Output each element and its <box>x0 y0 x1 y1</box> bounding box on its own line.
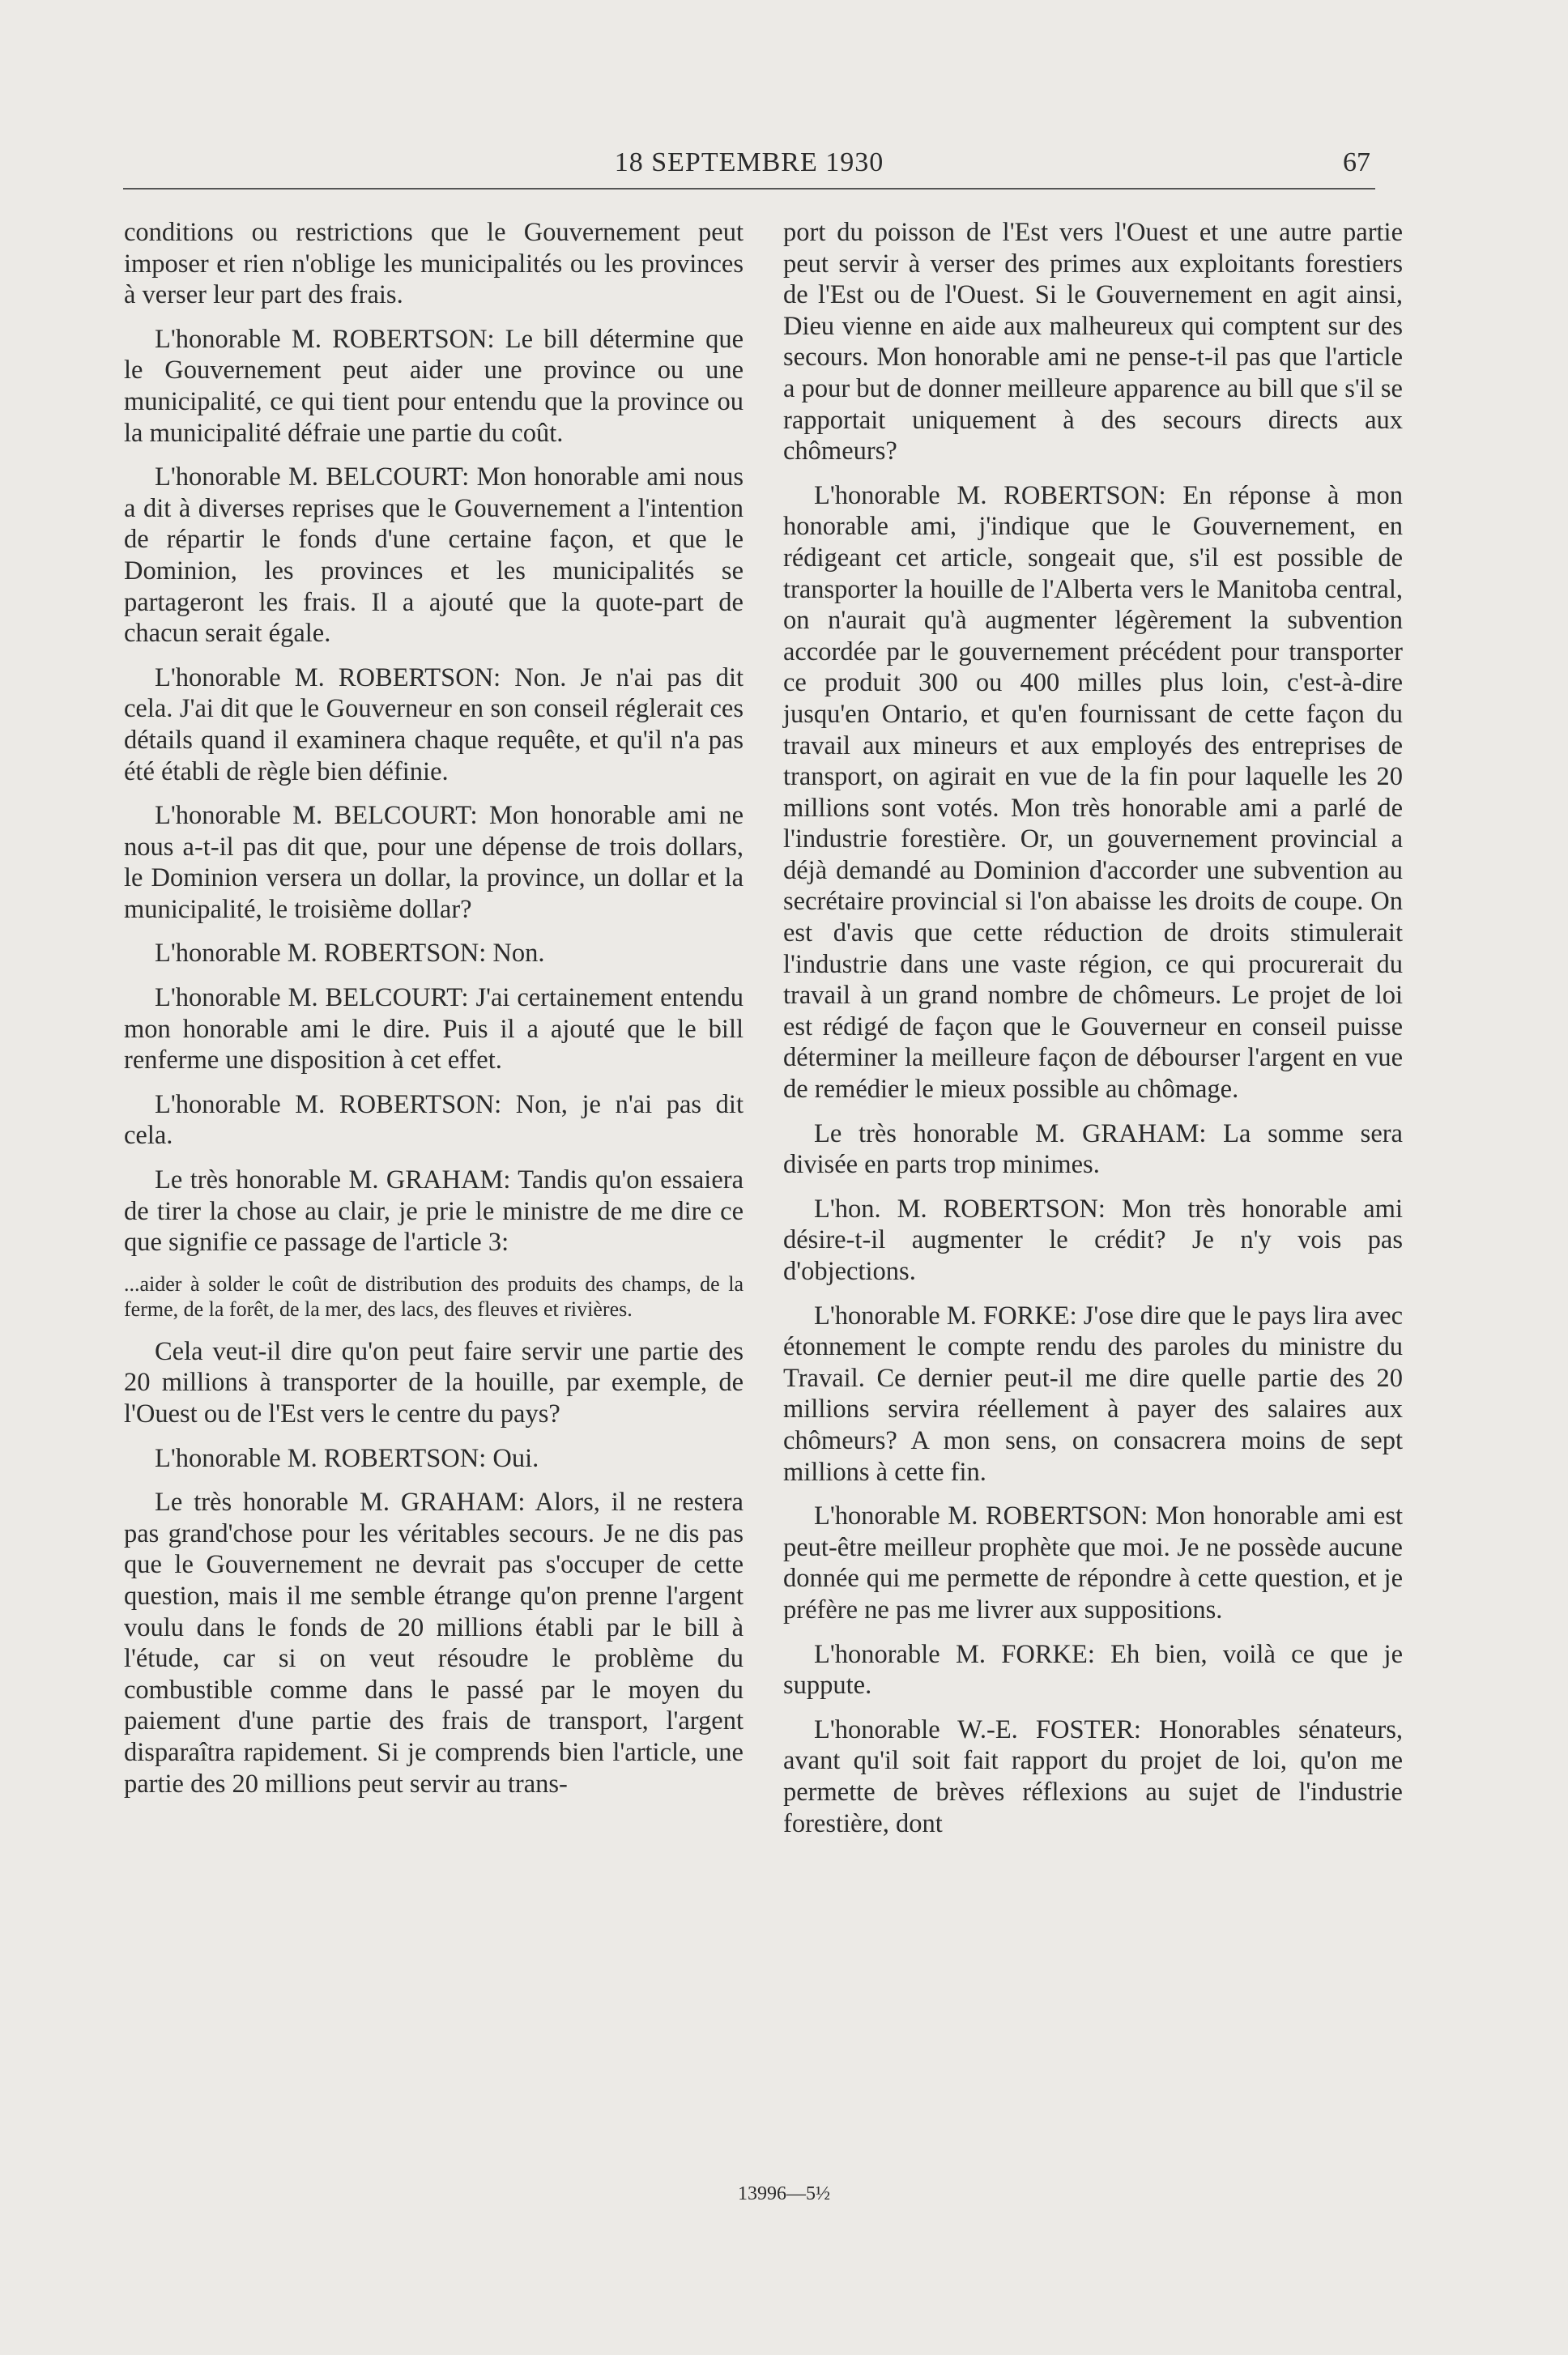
paragraph: L'honorable M. ROBERTSON: Oui. <box>155 1443 539 1473</box>
paragraph: L'honorable M. ROBERTSON: En réponse à mon honorable ami, j'indique que le Gouvernement, en rédigeant cet article, songeait que, s'il est possible de transporter la houille de l'Alberta vers le Manitoba central, on n'aurait qu'à augmenter légèrement la subvention accordée par le gouvernement précédent pour transporter ce produit 300 ou 400 milles plus loin, c'est-à-dire jusqu'en Ontario, et qu'en fournissant de cette façon du travail aux mineurs et aux employés des entreprises de transport, on agirait en vue de la fin pour laquelle les 20 millions sont votés. Mon très honorable ami a parlé de l'industrie forestière. Or, un gouvernement provincial a déjà demandé au Dominion d'accorder une subvention au secrétaire provincial si l'on abaisse les droits de coupe. On est d'avis que cette réduction de droits stimulerait l'industrie dans une vaste région, ce qui procurerait du travail à un grand nombre de chômeurs. Le projet de loi est rédigé de façon que le Gouverneur en conseil puisse déterminer la meilleure façon de débourser l'argent en vue de remédier le mieux possible au chômage. <box>783 480 1403 1105</box>
paragraph: L'honorable M. BELCOURT: J'ai certainement entendu mon honorable ami le dire. Puis il a ajouté que le bill renferme une disposition à cet effet. <box>124 983 744 1075</box>
paragraph: L'honorable M. BELCOURT: Mon honorable ami nous a dit à diverses reprises que le Gouvernement a l'intention de répartir le fonds d'une certaine façon, et que le Dominion, les provinces et les municipalités se partageront les frais. Il a ajouté que la quote-part de chacun serait égale. <box>124 462 744 649</box>
page-header <box>123 139 1375 190</box>
paragraph: L'honorable M. FORKE: J'ose dire que le pays lira avec étonnement le compte rendu des paroles du ministre du Travail. Ce dernier peut-il me dire quelle partie des 20 millions servira réellement à payer des salaires aux chômeurs? A mon sens, on consacrera moins de sept millions à cette fin. <box>783 1301 1403 1487</box>
paragraph: Le très honorable M. GRAHAM: La somme sera divisée en parts trop minimes. <box>783 1118 1403 1180</box>
paragraph: L'honorable M. ROBERTSON: Non. <box>155 939 545 969</box>
page-number: 67 <box>1343 147 1370 177</box>
paragraph: conditions ou restrictions que le Gouvernement peut imposer et rien n'oblige les municipalités ou les provinces à verser leur part des frais. <box>124 218 744 310</box>
header-date: 18 SEPTEMBRE 1930 <box>614 147 884 177</box>
paragraph: L'honorable W.-E. FOSTER: Honorables sénateurs, avant qu'il soit fait rapport du projet de loi, qu'on me permette de brèves réflexions au sujet de l'industrie forestière, dont <box>783 1714 1403 1838</box>
paragraph: Le très honorable M. GRAHAM: Tandis qu'on essaiera de tirer la chose au clair, je prie le ministre de me dire ce que signifie ce passage de l'article 3: <box>124 1165 744 1258</box>
right-column <box>783 217 1403 1852</box>
printer-signature: 13996—5½ <box>738 2183 830 2204</box>
paragraph: Le très honorable M. GRAHAM: Alors, il ne restera pas grand'chose pour les véritables secours. Je ne dis pas que le Gouvernement ne devrait pas s'occuper de cette question, mais il me semble étrange qu'on prenne l'argent voulu dans le fonds de 20 millions établi par le bill à l'étude, car si on veut résoudre le problème du combustible comme dans le passé par le moyen du paiement d'une partie des frais de transport, l'argent disparaîtra rapidement. Si je comprends bien l'article, une partie des 20 millions peut servir au trans- <box>124 1488 744 1799</box>
paragraph: L'honorable M. BELCOURT: Mon honorable ami ne nous a-t-il pas dit que, pour une dépense de trois dollars, le Dominion versera un dollar, la province, un dollar et la municipalité, le troisième dollar? <box>124 801 744 924</box>
paragraph: L'honorable M. ROBERTSON: Mon honorable ami est peut-être meilleur prophète que moi. Je ne possède aucune donnée qui me permette de répondre à cette question, et je préfère ne pas me livrer aux suppositions. <box>783 1501 1403 1625</box>
block-quote: ...aider à solder le coût de distribution des produits des champs, de la ferme, de la forêt, de la mer, des lacs, des fleuves et rivières. <box>124 1271 744 1321</box>
left-column <box>124 217 744 1812</box>
paragraph: port du poisson de l'Est vers l'Ouest et une autre partie peut servir à verser des primes aux exploitants forestiers de l'Est ou de l'Ouest. Si le Gouvernement en agit ainsi, Dieu vienne en aide aux malheureux qui comptent sur des secours. Mon honorable ami ne pense-t-il pas que l'article a pour but de donner meilleure apparence au bill que s'il se rapportait uniquement à des secours directs aux chômeurs? <box>783 218 1403 466</box>
paragraph: L'honorable M. ROBERTSON: Non, je n'ai pas dit cela. <box>124 1089 744 1151</box>
paragraph: L'honorable M. ROBERTSON: Le bill détermine que le Gouvernement peut aider une province ou une municipalité, ce qui tient pour entendu que la province ou la municipalité défraie une partie du coût. <box>124 324 744 448</box>
paragraph: Cela veut-il dire qu'on peut faire servir une partie des 20 millions à transporter de la houille, par exemple, de l'Ouest ou de l'Est vers le centre du pays? <box>124 1336 744 1429</box>
paragraph: L'honorable M. FORKE: Eh bien, voilà ce que je suppute. <box>783 1639 1403 1701</box>
paragraph: L'hon. M. ROBERTSON: Mon très honorable ami désire-t-il augmenter le crédit? Je n'y vois pas d'objections. <box>783 1194 1403 1286</box>
paragraph: L'honorable M. ROBERTSON: Non. Je n'ai pas dit cela. J'ai dit que le Gouverneur en son conseil réglerait ces détails quand il examinera chaque requête, et qu'il n'a pas été établi de règle bien définie. <box>124 662 744 786</box>
